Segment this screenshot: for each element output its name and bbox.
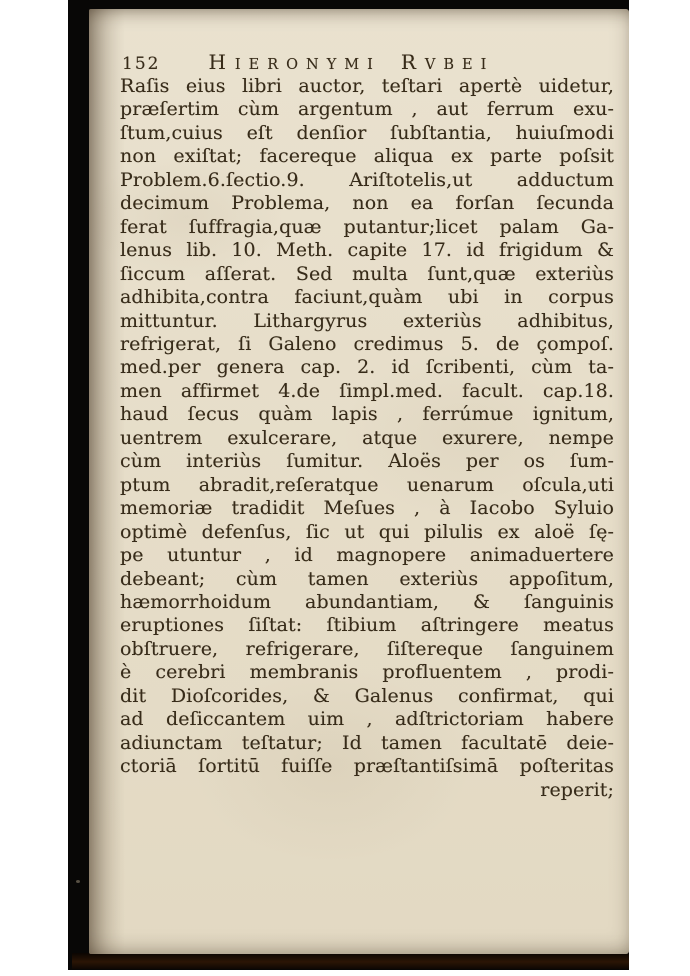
book-bottom-edge (72, 953, 629, 969)
text-line: debeant; cùm tamen exteriùs appoſitum, (120, 567, 614, 590)
scan-speck (76, 880, 80, 883)
scanner-background (68, 0, 629, 970)
book-page (89, 9, 629, 954)
text-line: uentrem exulcerare, atque exurere, nempe (120, 426, 614, 449)
text-line: haud ſecus quàm lapis , ferrúmue ignitum, (120, 403, 614, 426)
text-line: med.per genera cap. 2. id ſcribenti, cùm ta- (120, 356, 614, 379)
header-word-rest: IERONYMI (234, 57, 381, 73)
text-line: mittuntur. Lithargyrus exteriùs adhibitus, (120, 309, 614, 332)
header-word-initial: H (208, 50, 235, 74)
text-line: Raſis eius libri auctor, teſtari apertè uidetur, (120, 75, 614, 97)
text-line: decimum Problema, non ea forſan ſecunda (120, 192, 614, 215)
text-line: dit Dioſcorides, & Galenus confirmat, qui (120, 684, 614, 707)
text-line: è cerebri membranis profluentem , prodi- (120, 661, 614, 684)
text-line: lenus lib. 10. Meth. capite 17. id frigidum & (120, 239, 614, 262)
text-line: adiunctam teſtatur; Id tamen facultatē deie- (120, 731, 614, 754)
header-word-initial: R (400, 50, 425, 74)
header-word (208, 50, 380, 74)
text-line: ptum abradit,reſeratque uenarum oſcula,uti (120, 473, 614, 496)
text-line: memoriæ tradidit Meſues , à Iacobo Syluio (120, 497, 614, 520)
header-word (401, 50, 495, 74)
text-line: eruptiones ſiſtat: ſtibium aſtringere meatus (120, 614, 614, 637)
text-line: ctoriā ſortitū fuiſſe præſtantiſsimā poſteritas (120, 755, 614, 778)
text-line: Problem.6.ſectio.9. Ariſtotelis,ut adductum (120, 168, 614, 191)
text-line: præſertim cùm argentum , aut ferrum exu- (120, 98, 614, 121)
page-number: 152 (122, 54, 161, 74)
text-line: adhibita,contra faciunt,quàm ubi in corpus (120, 286, 614, 309)
text-line: ſiccum aſſerat. Sed multa ſunt,quæ exteriùs (120, 262, 614, 285)
text-line: cùm interiùs ſumitur. Aloës per os ſum- (120, 450, 614, 473)
text-line: optimè defenſus, ſic ut qui pilulis ex aloë ſę- (120, 520, 614, 543)
text-line: reperit; (540, 778, 614, 801)
text-line: obſtruere, refrigerare, ſiſtereque ſanguinem (120, 637, 614, 660)
text-line: ferat ſuffragia,quæ putantur;licet palam Ga- (120, 215, 614, 238)
text-line: ad deſiccantem uim , adſtrictoriam habere (120, 708, 614, 731)
text-line: non exiſtat; facereque aliqua ex parte poſsit (120, 145, 614, 168)
text-line: hæmorrhoidum abundantiam, & ſanguinis (120, 590, 614, 613)
text-line: men affirmet 4.de ſimpl.med. facult. cap.18. (120, 379, 614, 402)
header-word-rest: VBEI (424, 57, 495, 73)
text-line: pe utuntur , id magnopere animaduertere (120, 544, 614, 567)
text-line: ſtum,cuius eſt denſior ſubſtantia, huiuſmodi (120, 121, 614, 144)
running-header (122, 50, 602, 74)
text-line: refrigerat, ſi Galeno credimus 5. de çompoſ. (120, 332, 614, 355)
header-title (208, 50, 494, 74)
body-text (120, 75, 614, 802)
